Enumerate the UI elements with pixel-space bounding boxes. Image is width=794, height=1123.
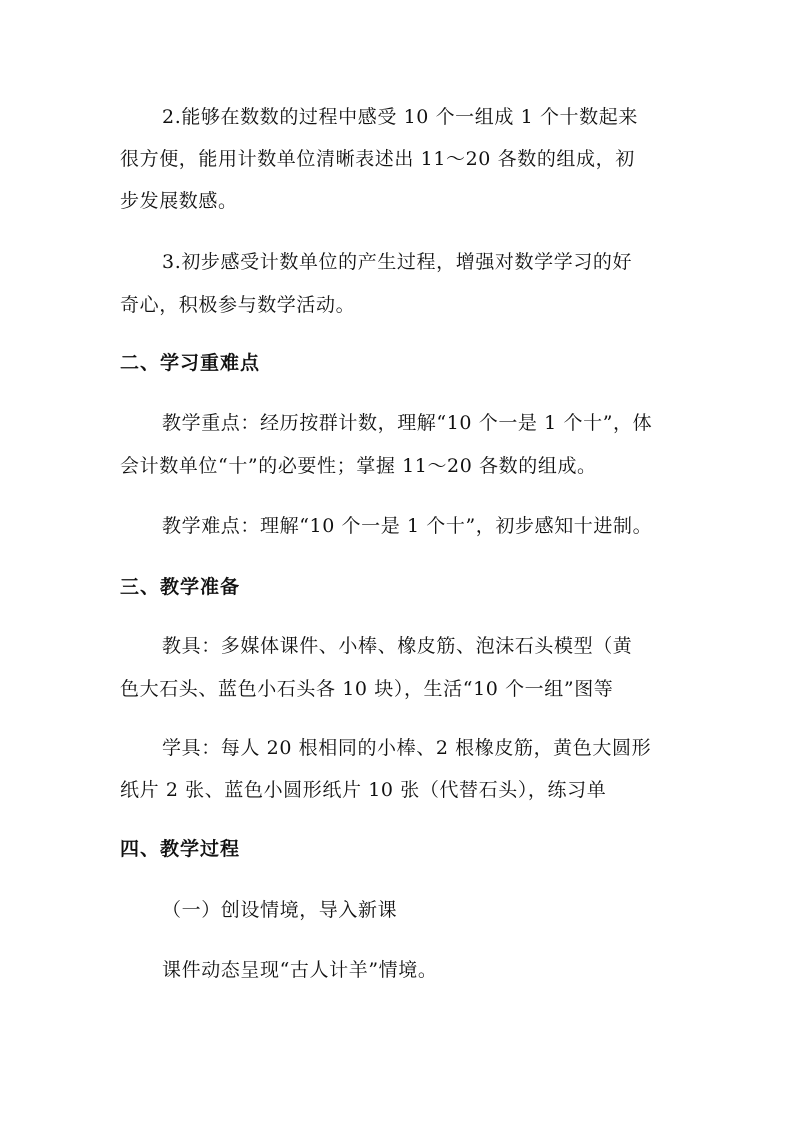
section-heading-2: 二、学习重难点 xyxy=(120,352,261,374)
key-point-line-2: 会计数单位“十”的必要性；掌握 11～20 各数的组成。 xyxy=(120,455,597,477)
paragraph-3-line-2: 奇心，积极参与数学活动。 xyxy=(120,294,356,316)
paragraph-3-line-1: 3.初步感受计数单位的产生过程，增强对数学学习的好 xyxy=(162,251,633,273)
difficult-point-line-1: 教学难点：理解“10 个一是 1 个十”，初步感知十进制。 xyxy=(162,515,653,537)
student-materials-line-2: 纸片 2 张、蓝色小圆形纸片 10 张（代替石头），练习单 xyxy=(120,779,607,801)
student-materials-line-1: 学具：每人 20 根相同的小棒、2 根橡皮筋，黄色大圆形 xyxy=(162,737,652,759)
section-heading-4: 四、教学过程 xyxy=(120,838,241,860)
key-point-line-1: 教学重点：经历按群计数，理解“10 个一是 1 个十”，体 xyxy=(162,412,653,434)
section-heading-3: 三、教学准备 xyxy=(120,576,241,598)
subsection-heading-1: （一）创设情境，导入新课 xyxy=(162,899,398,921)
paragraph-2-line-1: 2.能够在数数的过程中感受 10 个一组成 1 个十数起来 xyxy=(162,106,638,128)
paragraph-2-line-2: 很方便，能用计数单位清晰表述出 11～20 各数的组成，初 xyxy=(120,148,635,170)
paragraph-2-line-3: 步发展数感。 xyxy=(120,190,238,212)
process-text-line-1: 课件动态呈现“古人计羊”情境。 xyxy=(162,959,438,981)
teacher-materials-line-1: 教具：多媒体课件、小棒、橡皮筋、泡沫石头模型（黄 xyxy=(162,635,633,657)
teacher-materials-line-2: 色大石头、蓝色小石头各 10 块），生活“10 个一组”图等 xyxy=(120,678,614,700)
